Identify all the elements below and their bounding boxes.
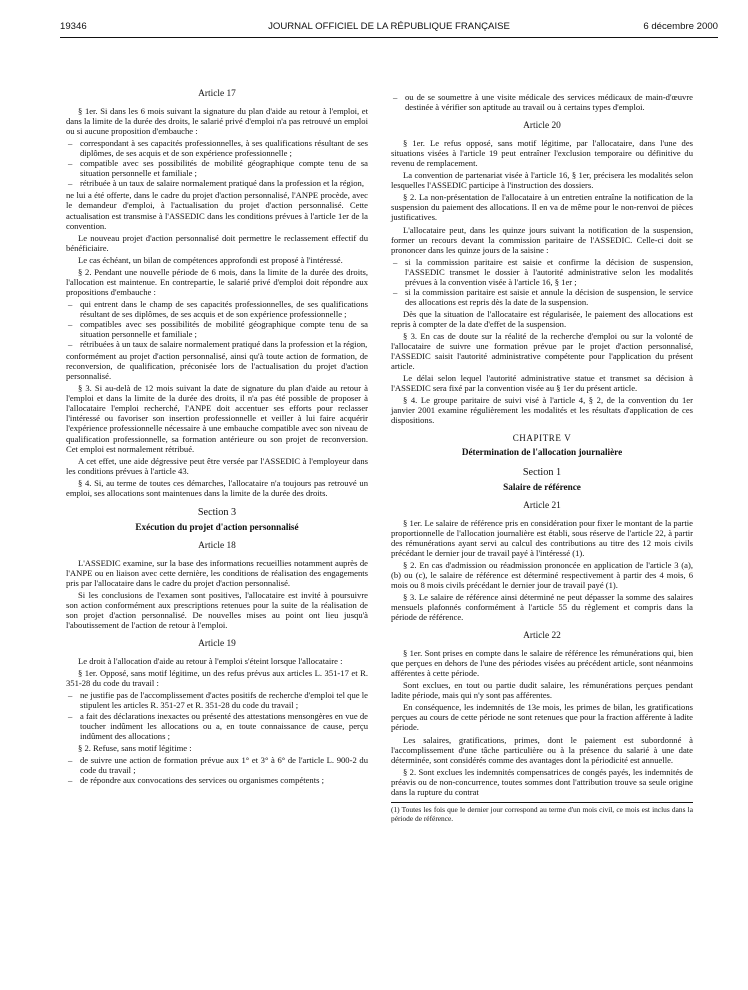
article-18-title: Article 18	[198, 540, 236, 551]
publication-date: 6 décembre 2000	[643, 21, 718, 32]
paragraph: § 3. En cas de doute sur la réalité de la recherche d'emploi ou sur la volonté de l'allocataire de suivre une formation prévue par le projet d'action personnalisé, l'ASSEDIC saisit l'autorité administrative compétente pour l'application du présent article.	[391, 330, 693, 372]
list-item: – ne justifie pas de l'accomplissement d'actes positifs de recherche d'emploi tel que le stipulent les articles R. 351-27 et R. 351-28 du code du travail ;	[66, 690, 368, 710]
article-21-title: Article 21	[523, 500, 561, 511]
chapter-5-title: CHAPITRE V	[512, 433, 572, 444]
list-item: – si la commission paritaire est saisie et annule la décision de suspension, le service des allocations est repris dès la date de la suspension.	[391, 287, 693, 307]
list-item: – de suivre une action de formation prévue aux 1° et 3° à 6° de l'article L. 900-2 du code du travail ;	[66, 755, 368, 775]
paragraph: L'ASSEDIC examine, sur la base des informations recueillies notamment auprès de l'ANPE ou en liaison avec cette dernière, les conditions de réalisation des engagements pris par l'allocataire dans le cadre du projet d'action personnalisé.	[66, 557, 368, 589]
footnote	[391, 802, 693, 824]
paragraph: § 2. Refuse, sans motif légitime :	[78, 742, 192, 753]
paragraph: Le délai selon lequel l'autorité administrative statue et transmet sa décision à l'ASSEDIC sera fixé par la convention visée au § 1er du présent article.	[391, 373, 693, 394]
paragraph: Le nouveau projet d'action personnalisé doit permettre le reclassement effectif du bénéficiaire.	[66, 232, 368, 253]
section-1-title: Section 1	[522, 466, 562, 478]
paragraph: Dès que la situation de l'allocataire est régularisée, le paiement des allocations est repris à compter de la date d'effet de la suspension.	[391, 308, 693, 329]
list	[391, 257, 693, 307]
list-item: – ou de se soumettre à une visite médicale des services médicaux de main-d'œuvre destinée à vérifier son aptitude au travail ou à certains types d'emploi.	[391, 92, 693, 112]
list	[66, 138, 368, 188]
paragraph: A cet effet, une aide dégressive peut être versée par l'ASSEDIC à l'employeur dans les conditions prévues à l'article 43.	[66, 455, 368, 476]
list-item: – compatible avec ses possibilités de mobilité géographique compte tenu de sa situation personnelle et familiale ;	[66, 158, 368, 178]
left-column	[66, 89, 368, 787]
article-22-title: Article 22	[523, 631, 561, 642]
list-item: – qui entrent dans le champ de ses capacités professionnelles, de ses qualifications résultant de ses diplômes, de ses acquis et de son expérience professionnelle ;	[66, 299, 368, 319]
article-17-title: Article 17	[198, 89, 236, 99]
paragraph: § 3. Si au-delà de 12 mois suivant la date de signature du plan d'aide au retour à l'emploi et dans la limite de la durée des droits, il n'a pas été possible de proposer à l'allocataire l'emploi recherché, l'ANPE doit accentuer ses efforts pour reclasser l'intéressé ou favoriser son insertion professionnelle et veiller à lui faire acquérir l'expérience professionnelle nécessaire à une embauche compatible avec son niveau de qualification professionnelle, sa formation antérieure ou son projet de reconversion. Cet emploi est normalement rétribué.	[66, 383, 368, 454]
paragraph: § 1er. Le refus opposé, sans motif légitime, par l'allocataire, dans l'une des situations visées à l'article 19 peut entraîner l'exclusion temporaire ou définitive du revenu de remplacement.	[391, 138, 693, 169]
article-19-title: Article 19	[198, 639, 236, 650]
section-1-subtitle: Salaire de référence	[503, 481, 581, 492]
paragraph: § 1er. Opposé, sans motif légitime, un des refus prévus aux articles L. 351-17 et R. 351-28 du code du travail :	[66, 668, 368, 689]
article-20-title: Article 20	[523, 121, 561, 132]
paragraph: En conséquence, les indemnités de 13e mois, les primes de bilan, les gratifications perçues au cours de cette période ne sont retenues que pour la fraction afférente à ladite période.	[391, 702, 693, 733]
paragraph: L'allocataire peut, dans les quinze jours suivant la notification de la suspension, former un recours devant la commission paritaire de l'ASSEDIC. Celle-ci doit se prononcer dans les quinze jours de la saisine :	[391, 224, 693, 255]
list	[66, 299, 368, 349]
paragraph: Le cas échéant, un bilan de compétences approfondi est proposé à l'intéressé.	[78, 254, 343, 265]
paragraph: § 2. La non-présentation de l'allocataire à un entretien entraîne la notification de la suspension du paiement des allocations. Il en va de même pour le non-renvoi de pièces justificatives.	[391, 192, 693, 223]
list-item: – si la commission paritaire est saisie et confirme la décision de suspension, l'ASSEDIC transmet le dossier à l'autorité administrative selon les modalités prévues à la convention visée à l'article 16, § 1er ;	[391, 257, 693, 287]
chapter-5-subtitle: Détermination de l'allocation journalière	[461, 447, 623, 458]
list	[66, 755, 368, 785]
list-item: – correspondant à ses capacités professionnelles, à ses qualifications résultant de ses diplômes, de ses acquis et de son expérience professionnelle ;	[66, 138, 368, 158]
paragraph: Le droit à l'allocation d'aide au retour à l'emploi s'éteint lorsque l'allocataire :	[78, 656, 343, 667]
paragraph: Sont exclues, en tout ou partie dudit salaire, les rémunérations perçues pendant ladite période, mais qui n'y sont pas afférentes.	[391, 680, 693, 701]
page-header	[60, 21, 718, 35]
paragraph: § 4. Le groupe paritaire de suivi visé à l'article 4, § 2, de la convention du 1er janvier 2001 examine régulièrement les modalités et les résultats d'application de ces dispositions.	[391, 395, 693, 426]
paragraph: § 2. Pendant une nouvelle période de 6 mois, dans la limite de la durée des droits, l'allocation est maintenue. En contrepartie, le salarié privé d'emploi doit répondre aux propositions d'embauche :	[66, 266, 368, 297]
list-item: – compatibles avec ses possibilités de mobilité géographique compte tenu de sa situation personnelle et familiale ;	[66, 319, 368, 339]
paragraph: § 2. Sont exclues les indemnités compensatrices de congés payés, les indemnités de préavis ou de non-concurrence, toutes sommes dont l'attribution trouve sa seule origine dans la rupture du contrat	[391, 766, 693, 797]
paragraph: § 1er. Sont prises en compte dans le salaire de référence les rémunérations qui, bien que perçues en dehors de l'une des périodes visées au précédent article, sont néanmoins afférentes à cette période.	[391, 648, 693, 679]
paragraph: § 1er. Le salaire de référence pris en considération pour fixer le montant de la partie proportionnelle de l'allocation journalière est établi, sous réserve de l'article 22, à partir des rémunérations ayant servi au calcul des contributions au titre des 12 mois civils précédant le dernier jour de travail payé à l'intéressé (1).	[391, 517, 693, 558]
paragraph: Les salaires, gratifications, primes, dont le paiement est subordonné à l'accomplissement d'une tâche particulière ou à la présence du salarié à une date déterminée, sont considérés comme des avantages dont la périodicité est annuelle.	[391, 734, 693, 765]
footnote-text: (1) Toutes les fois que le dernier jour correspond au terme d'un mois civil, ce mois est inclus dans la période de référence.	[391, 804, 693, 823]
list	[66, 690, 368, 740]
list	[391, 92, 693, 112]
paragraph: § 1er. Si dans les 6 mois suivant la signature du plan d'aide au retour à l'emploi, et dans la limite de la durée des droits, le salarié privé d'emploi n'a pas retrouvé un emploi ou si aucune proposition d'embauche :	[66, 106, 368, 137]
list-item: – rétribuées à un taux de salaire normalement pratiqué dans la profession et la région,	[66, 339, 368, 349]
paragraph: La convention de partenariat visée à l'article 16, § 1er, précisera les modalités selon lesquelles l'ASSEDIC participe à l'instruction des dossiers.	[391, 170, 693, 191]
page-number: 19346	[60, 21, 87, 32]
paragraph: § 4. Si, au terme de toutes ces démarches, l'allocataire n'a toujours pas retrouvé un emploi, ses allocations sont maintenues dans la limite de la durée des droits.	[66, 477, 368, 498]
list-item: – rétribuée à un taux de salaire normalement pratiqué dans la profession et la région,	[66, 178, 368, 188]
list-item: – de répondre aux convocations des services ou organismes compétents ;	[66, 775, 368, 785]
section-3-title: Section 3	[197, 506, 237, 518]
list-item: – a fait des déclarations inexactes ou présenté des attestations mensongères en vue de toucher indûment les allocations ou a, en toute connaissance de cause, perçu indûment des allocations ;	[66, 711, 368, 741]
paragraph: § 3. Le salaire de référence ainsi déterminé ne peut dépasser la somme des salaires mensuels plafonnés conformément à l'article 55 du règlement et compris dans la période de référence.	[391, 591, 693, 623]
header-rule	[60, 37, 718, 38]
journal-title: JOURNAL OFFICIEL DE LA RÉPUBLIQUE FRANÇAISE	[268, 21, 510, 32]
paragraph: Si les conclusions de l'examen sont positives, l'allocataire est invité à poursuivre son action conformément aux prescriptions retenues pour la suite de la réalisation de son projet d'action personnalisé. De nouvelles mises au point ont lieu jusqu'à l'aboutissement de l'action de retour à l'emploi.	[66, 590, 368, 631]
right-column	[391, 92, 693, 823]
paragraph: ne lui a été offerte, dans le cadre du projet d'action personnalisé, l'ANPE procède, avec le demandeur d'emploi, à l'actualisation du projet d'action personnalisé. Cette actualisation est transmise à l'ASSEDIC dans les conditions prévues à l'article 1er de la convention.	[66, 190, 368, 231]
paragraph: conformément au projet d'action personnalisé, ainsi qu'à toute action de formation, de reconversion, de qualification, préconisée lors de l'actualisation du projet d'action personnalisé.	[66, 351, 368, 382]
section-3-subtitle: Exécution du projet d'action personnalisé	[135, 521, 299, 532]
paragraph: § 2. En cas d'admission ou réadmission prononcée en application de l'article 3 (a), (b) ou (c), le salaire de référence est déterminé respectivement à partir des 4 mois, 6 mois ou 8 mois civils précédant le dernier jour de travail payé (1).	[391, 559, 693, 590]
